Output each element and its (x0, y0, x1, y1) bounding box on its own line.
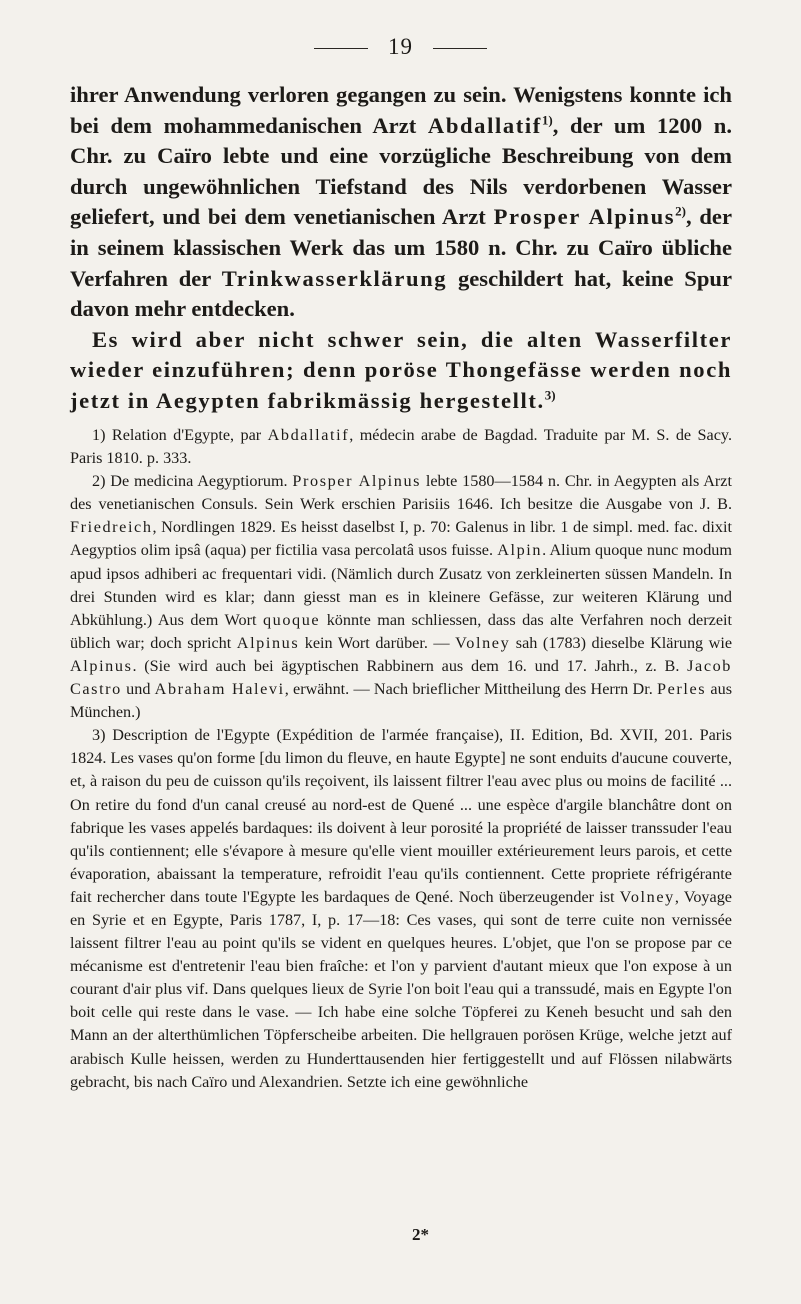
text-run: aus München.) (70, 680, 733, 722)
name-friedreich: Friedreich (70, 518, 153, 537)
text-run: kein Wort darüber. — (299, 633, 456, 652)
text-run: 3) Description de l'Egypte (Expédition de l'armée française), II. Edition, Bd. XVII, 201. Paris 1824. Les vases qu'on forme [du limon du fleuve, en haute Egypte] ne sont enduits d'aucune couverte, et, à raison du peu de cuisson qu'ils reçoivent, ils laissent filtrer l'eau avec plus ou moins de facilité ... On retire du fond d'un canal creusé au nord-est de Quené ... une espèce d'argile blanchâtre dont on fabrique les vases appelés bardaques: ils doivent à leur porosité la propriété de laisser transsuder l'eau qu'ils contiennent; elle s'évapore à mesure qu'elle vient mouiller extérieurement leurs parois, et cette évaporation, abaissant la temperature, refroidit l'eau qu'ils contiennent. Cette propriete réfrigérante fait rechercher dans toute l'Egypte les bardaques de Qené. Noch überzeugender ist (70, 726, 732, 906)
name-perles: Perles (657, 680, 707, 699)
name-alpinus: Alpinus (236, 633, 300, 652)
text-run: , Voyage en Syrie et en Egypte, Paris 1787, I, p. 17—18: Ces vases, qui sont de terre cuite non vernissée laissent filtrer l'eau au point qu'ils se vident en quelques heures. L'objet, que l'on se propose par ce mécanisme est d'entretenir l'eau bien fraîche: et l'on y parvient d'autant mieux que l'on expose à un courant d'air plus vif. Dans quelques lieux de Syrie l'on boit l'eau qui a transsudé, mais en Egypte l'on boit celle qui reste dans le vase. — Ich habe eine solche Töpferei zu Keneh besucht und sah den Mann an der alterthümlichen Töpferscheibe arbeiten. Die hellgrauen porösen Krüge, welche jetzt auf arabisch Kulle heissen, werden zu Hunderttausenden hier fertiggestellt und auf Flössen nilabwärts gebracht, bis nach Caïro und Alexandrien. Setzte ich eine gewöhnliche (70, 887, 732, 1091)
text-run: , der um 1200 n. Chr. zu Caïro lebte und eine vorzügliche Beschreibung von dem durch ungewöhnlichen Tiefstand des Nils verdorbenen Wasser geliefert, und bei dem venetianischen Arzt (70, 112, 732, 230)
text-run: , der in seinem klassischen Werk das um 1580 n. Chr. zu Caïro übliche Verfahren der (70, 204, 732, 291)
footnote-3 (70, 724, 732, 1094)
paragraph-2 (70, 325, 732, 417)
text-run: . Alium quoque nunc modum apud ipsos adhiberi ac frequentari vidi. (Nämlich durch Zusatz von zerkleinerten süssen Mandeln. In drei Stunden wird es klar; dann giesst man es in kleinere Gefässe, zur weiteren Klärung und Abkühlung.) Aus dem Wort (70, 541, 732, 629)
name-abraham-halevi: Abraham Halevi (154, 680, 285, 699)
header-rule-left (314, 48, 368, 49)
text-run: ihrer Anwendung verloren gegangen zu sein. Wenigstens konnte ich bei dem mohammedanischen Arzt (70, 82, 732, 138)
name-volney: Volney (455, 633, 511, 652)
main-text (70, 80, 732, 417)
footnote-1 (70, 424, 732, 470)
name-prosper-alpinus: Prosper Alpinus (292, 472, 422, 491)
name-alpinus: Alpinus (70, 656, 133, 675)
footnote-2 (70, 470, 732, 724)
footnote-ref-1: 1) (541, 112, 553, 128)
footnote-ref-3: 3) (544, 387, 556, 403)
page-header (0, 34, 801, 60)
paragraph-1 (70, 80, 732, 325)
page-number: 19 (388, 34, 413, 59)
text-run: 2) De medicina Aegyptiorum. (92, 472, 293, 491)
text-run: , erwähnt. — Nach brieflicher Mittheilung des Herrn Dr. (284, 680, 657, 699)
name-abdallatif: Abdallatif (427, 112, 542, 138)
text-run: könnte man schliessen, dass das alte Verfahren noch derzeit üblich war; doch spricht (70, 610, 733, 652)
name-prosper-alpinus: Prosper Alpinus (493, 204, 676, 230)
text-run: 1) Relation d'Egypte, par (92, 426, 268, 444)
header-rule-right (433, 48, 487, 49)
text-run: geschildert hat, keine Spur davon mehr entdecken. (70, 265, 732, 322)
spaced-emphasis: Es wird aber nicht schwer sein, die alten Wasserfilter wieder einzuführen; denn poröse Thongefässe werden noch jetzt in Aegypten fabrikmässig hergestellt. (70, 326, 732, 413)
emphasis-trinkwasserklaerung: Trinkwasserklärung (221, 265, 448, 291)
signature-mark: 2* (412, 1225, 429, 1244)
name-alpin: Alpin (497, 541, 543, 560)
text-run: lebte 1580—1584 n. Chr. in Aegypten als Arzt des venetianischen Consuls. Sein Werk erschien Parisiis 1646. Ich besitze die Ausgabe von J. B. (70, 472, 732, 514)
text-run: , Nordlingen 1829. Es heisst daselbst I, p. 70: Galenus in libr. 1 de simpl. med. fac. dixit Aegyptios olim ipsâ (aqua) per fictilia vasa percolatâ usos fuisse. (70, 518, 732, 560)
word-quoque: quoque (262, 610, 321, 629)
footnotes (70, 424, 732, 1094)
footnote-ref-2: 2) (675, 203, 686, 219)
text-run: . (Sie wird auch bei ägyptischen Rabbinern aus dem 16. und 17. Jahrh., z. B. (132, 656, 688, 675)
text-run: sah (1783) dieselbe Klärung wie (510, 633, 733, 652)
name-volney: Volney (619, 887, 675, 906)
text-run: , médecin arabe de Bagdad. Traduite par M. S. de Sacy. Paris 1810. p. 333. (70, 426, 732, 468)
text-run: und (121, 680, 155, 699)
name-abdallatif: Abdallatif (267, 426, 350, 444)
name-jacob-castro: Jacob Castro (70, 656, 732, 699)
